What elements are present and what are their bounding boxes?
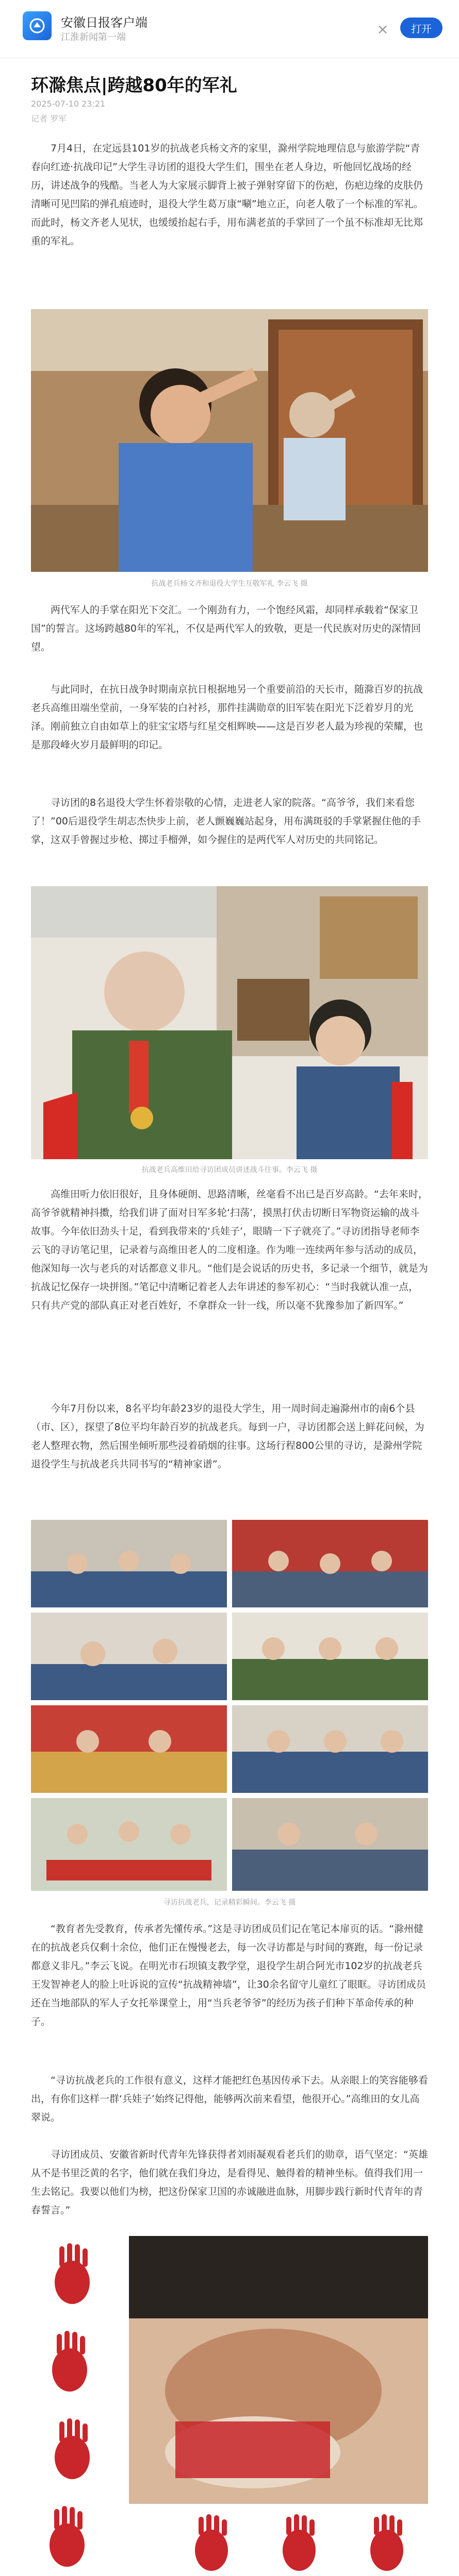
app-logo-icon	[23, 11, 52, 40]
grid-photo-6	[232, 1705, 428, 1793]
veteran-interview-photo	[31, 886, 428, 1159]
article-paragraph: 7月4日，在定远县101岁的抗战老兵杨文齐的家里，滁州学院地理信息与旅游学院“青春向红迹·抗战印记”大学生寻访团的退役大学生们，围坐在老人身边，听他回忆战场的经历，讲述战争的残酷。当老人为大家展示脚背上被子弹射穿留下的伤疤，伤疤边缘的皮肤仍清晰可见凹陷的弹孔痕迹时，退役大学生葛万康“唰”地立正，向老人敬了一个标准的军礼。而此时，杨文齐老人见状，也缓缓抬起右手，用布满老茧的手掌回了一个虽不标准却无比郑重的军礼。	[31, 143, 423, 247]
article-paragraph: 寻访团成员、安徽省新时代青年先锋获得者刘雨凝观看老兵们的勋章，语气坚定：“英雄从不是书里泛黄的名字，他们就在我们身边，是看得见、触得着的精神坐标。值得我们用一生去铭记。我要以他们为榜，把这份保家卫国的赤诚融进血脉，用脚步践行新时代青年的青春誓言。”	[31, 2149, 428, 2216]
grid-photo-8	[232, 1798, 428, 1891]
photo-caption: 抗战老兵杨文齐和退役大学生互敬军礼 李云飞 摄	[151, 580, 308, 588]
article-paragraph: 与此同时，在抗日战争时期南京抗日根据地另一个重要前沿的天长市，随滁百岁的抗战老兵高维田端坐堂前，一身军装的白衬衫，那件挂满勋章的旧军装在阳光下泛着岁月的光泽。刚前独立自由如草上的驻宝宝塔与红星交相辉映——这是百岁老人最为珍视的荣耀，也是那段峰火岁月最鲜明的印记。	[31, 684, 423, 751]
article-paragraph: 高维田听力依旧很好，且身体硬朗、思路清晰，丝毫看不出已是百岁高龄。“去年来时，高爷爷就精神抖擞，给我们讲了面对日军多轮‘扫荡’，摸黑打伏击切断日军物资运输的战斗故事。今年依旧劲头十足，看到我带来的‘兵娃子’，眼睛一下子就亮了。”寻访团指导老师李云飞的寻访笔记里，记录着与高维田老人的二度相逢。作为唯一连续两年参与活动的成员，他深知每一次与老兵的对话都意义非凡。“他们是会说话的历史书，多记录一个细节，就是为抗战记忆保存一块拼图。”笔记中清晰记着老人去年讲述的参军初心：“当时我就认准一点，只有共产党的部队真正对老百姓好，不拿群众一针一线，所以毫不犹豫参加了新四军。”	[31, 1189, 428, 1311]
visit-photo-grid	[31, 1520, 428, 1891]
article-paragraph: “寻访抗战老兵的工作很有意义，这样才能把红色基因传承下去。从亲眼上的笑容能够看出，有你们这样一群‘兵娃子’始终记得他，能够两次前来看望，他很开心。”高维田的女儿高翠说。	[31, 2075, 428, 2123]
handprint-photo	[31, 2236, 428, 2576]
grid-photo-1	[31, 1520, 227, 1607]
close-icon[interactable]: ×	[376, 20, 389, 38]
article-byline: 记者 罗军	[31, 114, 67, 124]
grid-photo-3	[31, 1613, 227, 1700]
grid-photo-2	[232, 1520, 428, 1607]
photo-caption: 寻访抗战老兵，记录精彩瞬间。李云飞 摄	[163, 1899, 296, 1907]
article-paragraph: “教育者先受教育，传承者先懂传承。”这是寻访团成员们记在笔记本扉页的话。“滁州健在的抗战老兵仅剩十余位，他们正在慢慢老去，每一次寻访都是与时间的赛跑，每一份记录都意义非凡。”李云飞说。在明光市石坝镇支教学堂，退役学生胡合阿光市102岁的抗战老兵王发智神老人的脸上吐诉说的宣传“抗战精神墙”，让30余名留守儿童红了眼眶。寻访团成员还在当地部队的军人子女托举课堂上，用“当兵老爷爷”的经历为孩子们种下革命传承的种子。	[31, 1923, 426, 2027]
article-paragraph: 寻访团的8名退役大学生怀着崇敬的心情，走进老人家的院落。“高爷爷，我们来看您了！”00后退役学生胡志杰快步上前，老人颤巍巍站起身，用布满斑驳的手掌紧握住他的手掌，这双手曾握过步枪、掷过手榴弹，如今握住的是两代军人对历史的共同铭记。	[31, 797, 421, 845]
photo-caption: 抗战老兵高维田给寻访团成员讲述战斗往事。李云飞 摄	[141, 1166, 318, 1174]
grid-photo-5	[31, 1705, 227, 1793]
app-brand-name: 安徽日报客户端	[61, 15, 147, 30]
grid-photo-4	[232, 1613, 428, 1700]
article-paragraph: 两代军人的手掌在阳光下交汇。一个刚劲有力，一个饱经风霜，却同样承载着“保家卫国”的誓言。这场跨越80年的军礼，不仅是两代军人的致敬，更是一代民族对历史的深情回望。	[31, 604, 421, 653]
article-paragraph: 今年7月份以来，8名平均年龄23岁的退役大学生，用一周时间走遍滁州市的南6个县（市、区），探望了8位平均年龄百岁的抗战老兵。每到一户，寻访团都会送上鲜花问候，为老人整理衣物，然后围坐倾听那些浸着硝烟的往事。这场行程800公里的寻访，是滁州学院退役学生与抗战老兵共同书写的“精神家谱”。	[31, 1403, 424, 1470]
grid-photo-7	[31, 1798, 227, 1891]
app-brand-slogan: 江淮新闻第一端	[61, 32, 126, 43]
article-title: 环滁焦点|跨越80年的军礼	[31, 75, 237, 96]
app-download-bar	[0, 0, 459, 58]
open-app-button[interactable]: 打开	[400, 18, 442, 38]
article-date: 2025-07-10 23:21	[31, 99, 106, 109]
salute-photo	[31, 309, 428, 572]
